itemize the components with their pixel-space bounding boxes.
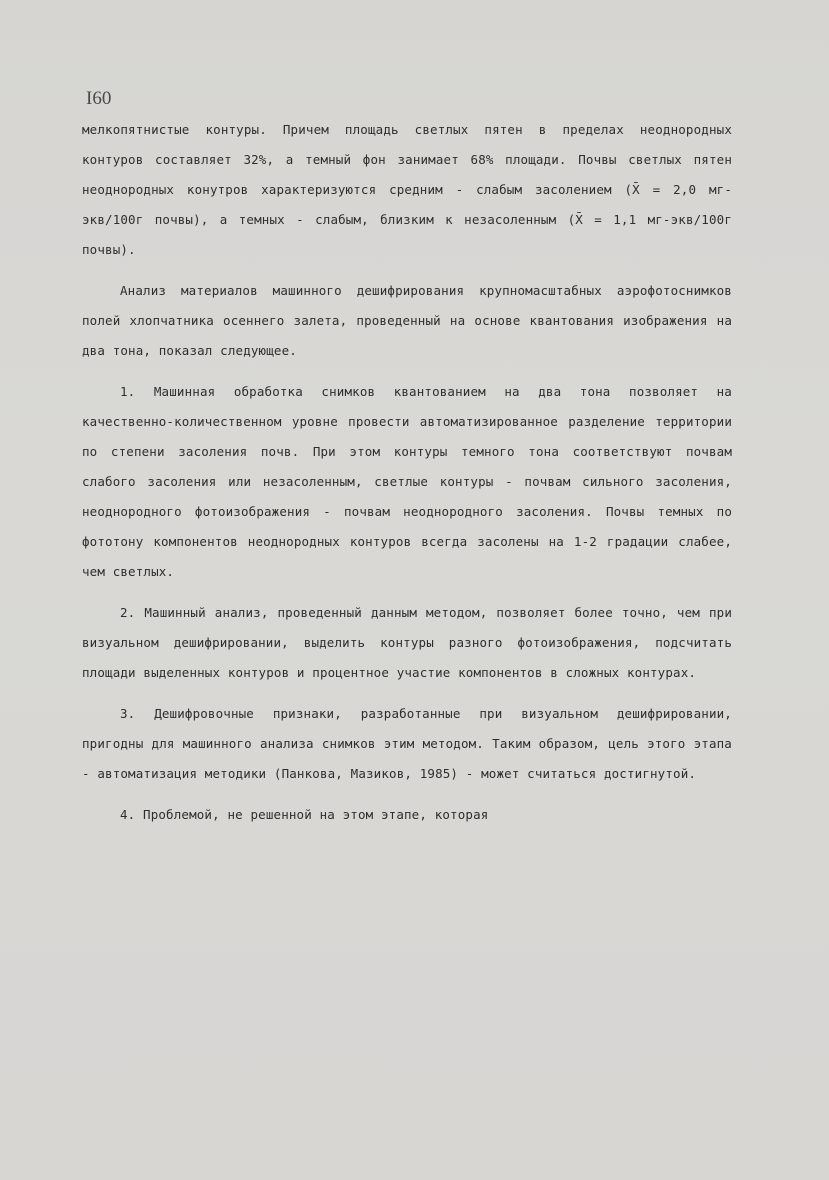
- paragraph-conclusion-4: 4. Проблемой, не решенной на этом этапе, которая: [120, 807, 489, 822]
- paragraph-analysis: Анализ материалов машинного дешифрирования крупномасштабных аэрофотоснимков полей хлопчатника осеннего залета, проведенный на основе квантования изображения на два тона, показал следующее.: [82, 283, 732, 358]
- paragraph-conclusion-1: 1. Машинная обработка снимков квантованием на два тона позволяет на качественно-количественном уровне провести автоматизированное разделение территории по степени засоления почв. При этом контуры темного тона соответствуют почвам слабого засоления или незасоленным, светлые контуры - почвам сильного засоления, неоднородного фотоизображения - почвам неоднородного засоления. Почвы темных по фототону компонентов неоднородных контуров всегда засолены на 1-2 градации слабее, чем светлых.: [82, 384, 732, 579]
- page-number: I60: [86, 88, 112, 109]
- body-text: [82, 115, 732, 841]
- paragraph-conclusion-2: 2. Машинный анализ, проведенный данным методом, позволяет более точно, чем при визуальном дешифрировании, выделить контуры разного фотоизображения, подсчитать площади выделенных контуров и процентное участие компонентов в сложных контурах.: [82, 605, 732, 680]
- paragraph-continuation: мелкопятнистые контуры. Причем площадь светлых пятен в пределах неоднородных контуров составляет 32%, а темный фон занимает 68% площади. Почвы светлых пятен неоднородных конутров характеризуются средним - слабым засолением (X̄ = 2,0 мг-экв/100г почвы), а темных - слабым, близким к незасоленным (X̄ = 1,1 мг-экв/100г почвы).: [82, 122, 732, 257]
- paragraph-conclusion-3: 3. Дешифровочные признаки, разработанные при визуальном дешифрировании, пригодны для машинного анализа снимков этим методом. Таким образом, цель этого этапа - автоматизация методики (Панкова, Мазиков, 1985) - может считаться достигнутой.: [82, 706, 732, 781]
